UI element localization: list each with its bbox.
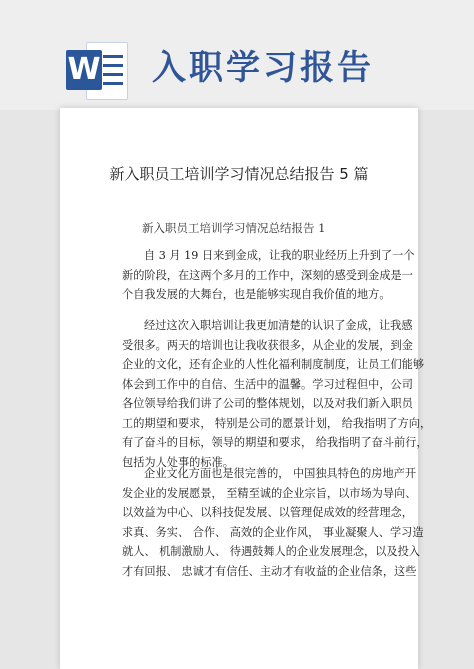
- paragraph-line: 个自我发展的大舞台，也是能够实现自我价值的地方。: [122, 288, 391, 301]
- paragraph-line: 经过这次入职培训让我更加清楚的认识了金成，让我感: [144, 319, 413, 332]
- banner-title: 入职学习报告: [152, 48, 374, 88]
- paragraph-line: 各位领导给我们讲了公司的整体规划，以及对我们新入职员: [122, 397, 413, 410]
- document-page: [60, 108, 432, 669]
- paragraph-line: 以效益为中心、以科技促发展、以管理促成效的经营理念，: [122, 506, 413, 519]
- paragraph-line: 自 3 月 19 日来到金成，让我的职业经历上升到了一个: [144, 249, 415, 262]
- paragraph-line: 体会到工作中的自信、生活中的温馨。学习过程但中，公司: [122, 377, 413, 391]
- word-document-icon: [66, 42, 126, 98]
- document-title: 新入职员工培训学习情况总结报告 5 篇: [109, 165, 369, 183]
- paragraph-2: [122, 316, 432, 472]
- paragraph-line: 工的期望和要求， 特别是公司的愿景计划， 给我指明了方向，: [122, 416, 432, 430]
- paragraph-1: [122, 246, 415, 305]
- paragraph-line: 企业的文化，还有企业的人性化福利制度制度，让员工们能够: [122, 358, 425, 371]
- section-title: 新入职员工培训学习情况总结报告 1: [142, 221, 326, 235]
- paragraph-line: 受很多。两天的培训也让我收获很多，从企业的发展，到金: [122, 338, 413, 352]
- paragraph-3: [122, 464, 424, 581]
- paragraph-line: 包括为人处事的标准。: [122, 455, 234, 469]
- word-badge: W: [66, 50, 102, 90]
- paragraph-line: 新的阶段，在这两个多月的工作中，深刻的感受到金成是一: [122, 268, 413, 282]
- paragraph-line: 才有回报、 忠诚才有信任、主动才有收益的企业信条，这些: [122, 564, 417, 578]
- paragraph-line: 求真、务实、 合作、 高效的企业作风， 事业凝聚人、学习造: [122, 525, 424, 539]
- paragraph-line: 有了奋斗的目标，领导的期望和要求， 给我指明了奋斗前行，: [122, 436, 428, 449]
- paragraph-line: 就人、 机制激励人、 待遇鼓舞人的企业发展理念，以及投入: [122, 545, 420, 558]
- paragraph-line: 发企业的发展愿景， 至精至诚的企业宗旨，以市场为导向、: [122, 486, 417, 500]
- paragraph-line: 企业文化方面也是很完善的， 中国独具特色的房地产开: [144, 467, 417, 480]
